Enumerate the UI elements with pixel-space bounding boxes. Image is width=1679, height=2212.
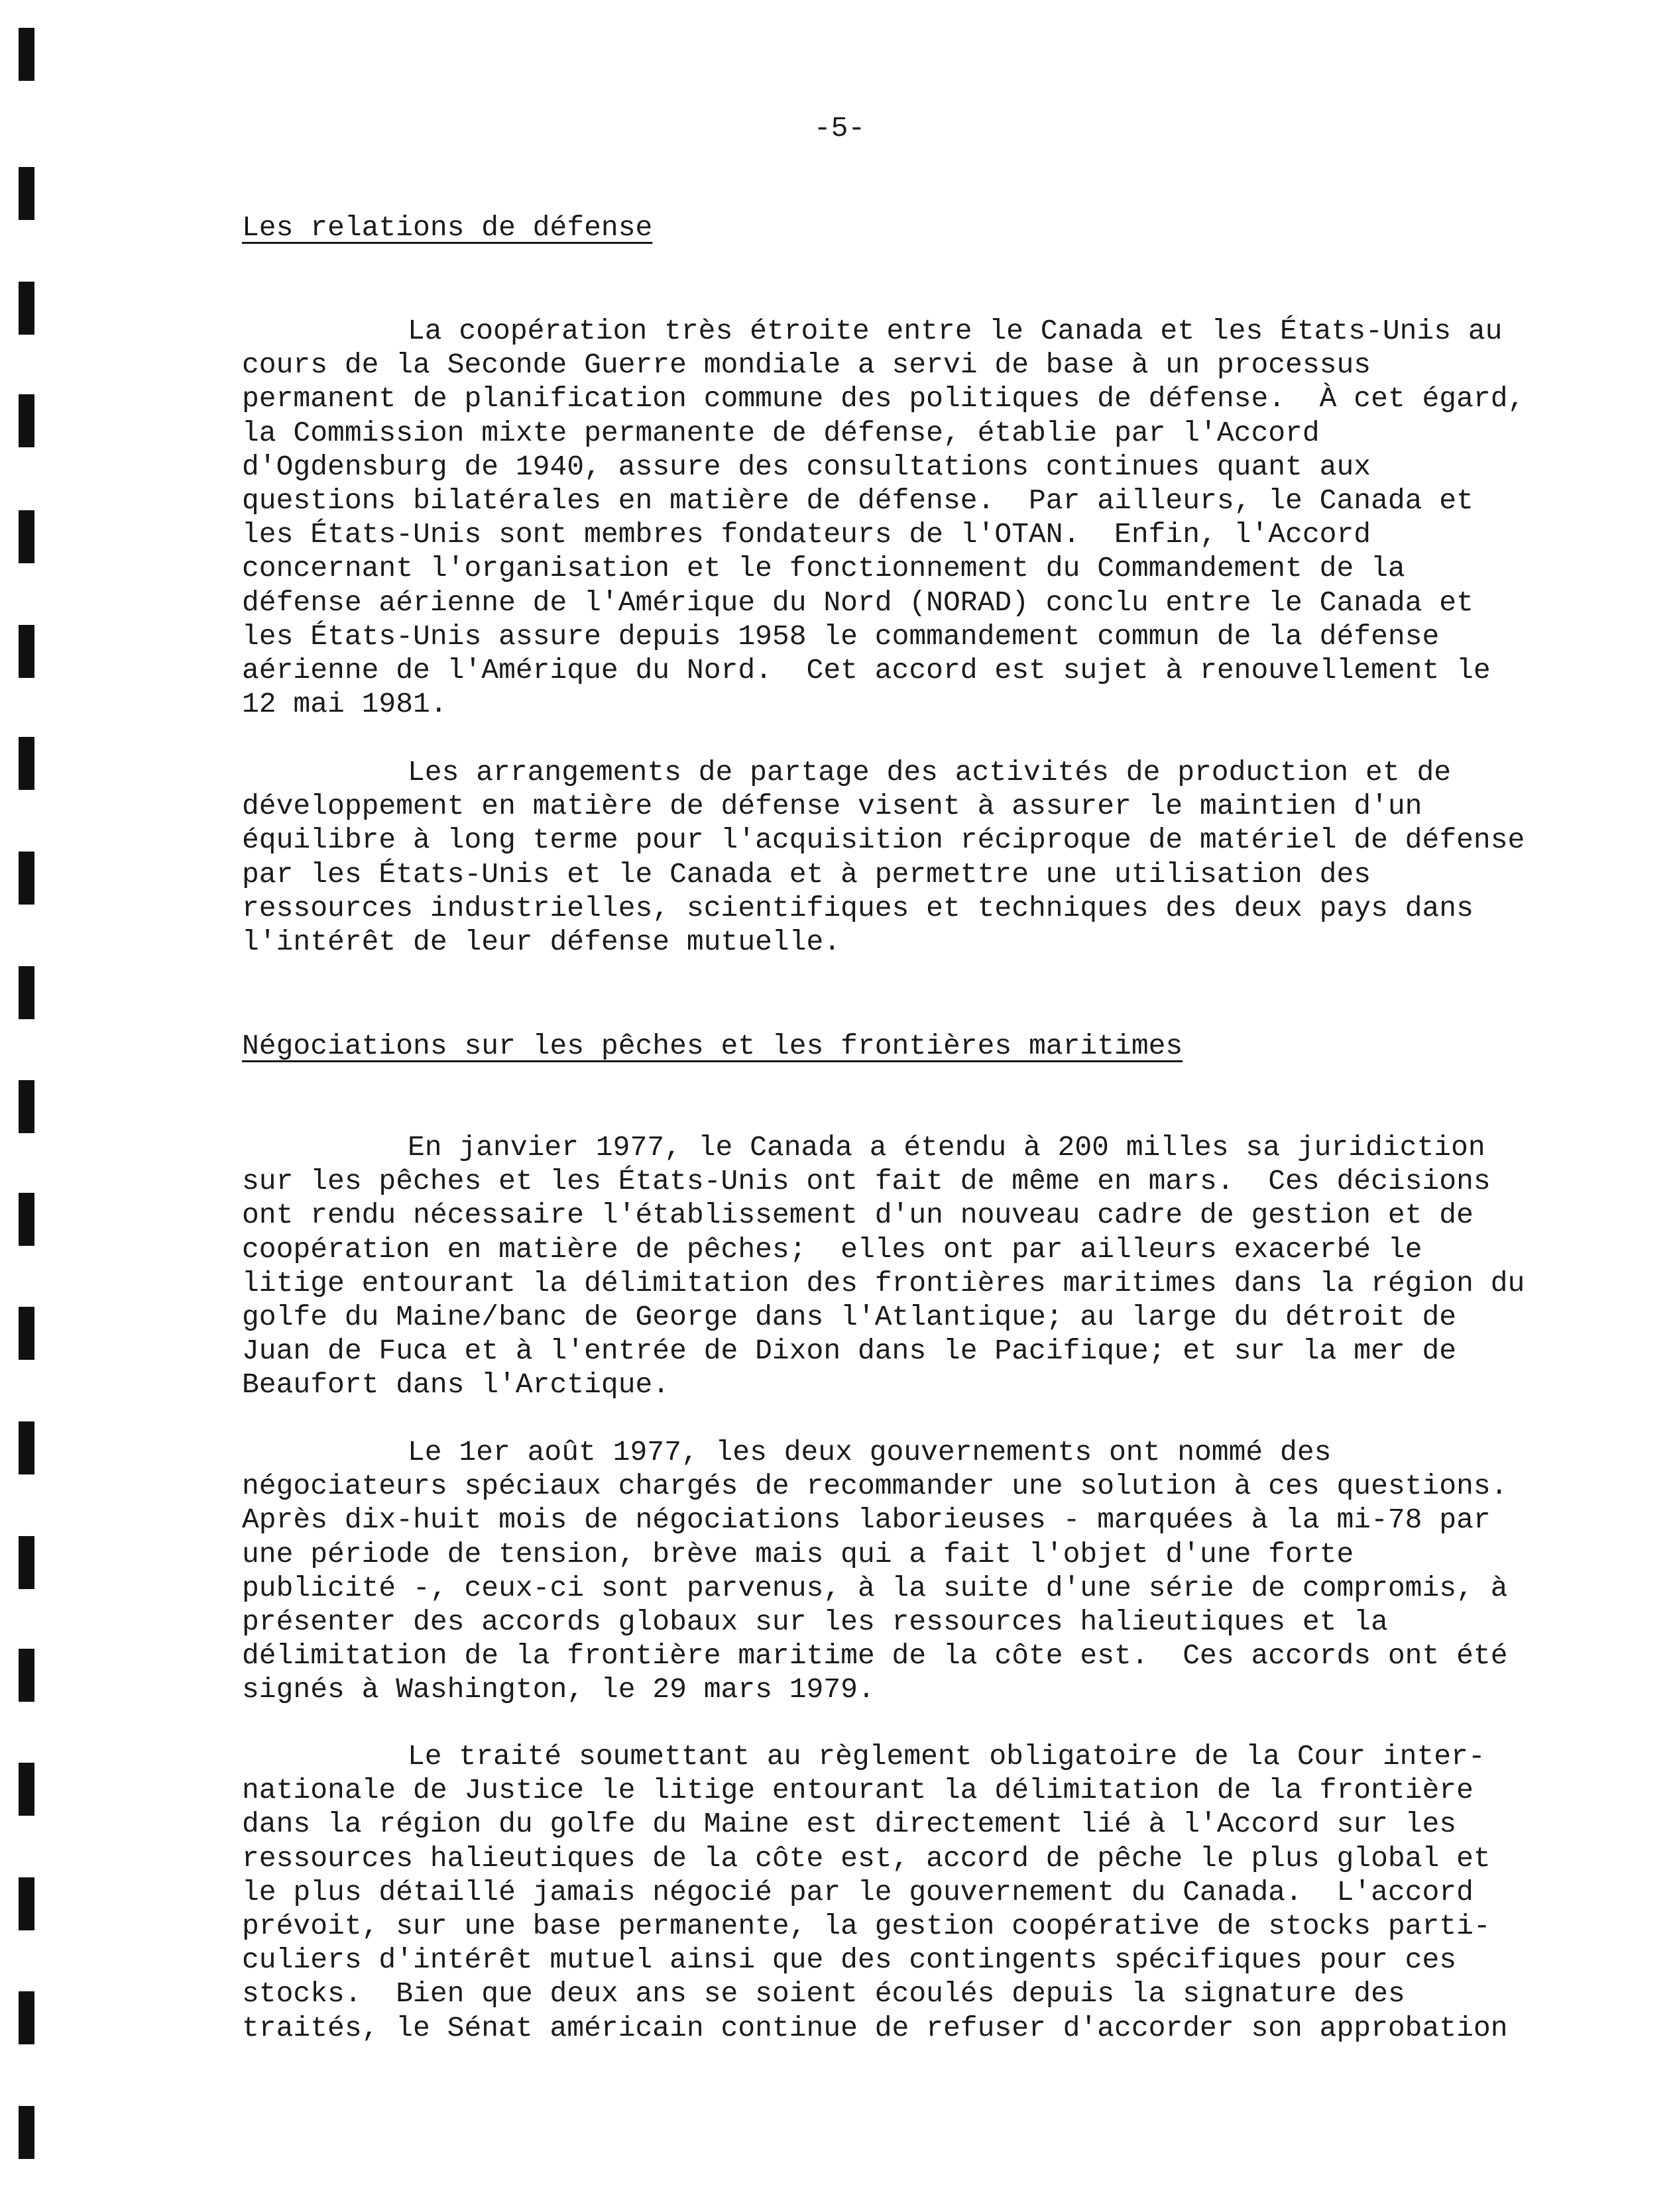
text-line: questions bilatérales en matière de défense. Par ailleurs, le Canada et bbox=[242, 484, 1474, 518]
text-line: une période de tension, brève mais qui a fait l'objet d'une forte bbox=[242, 1537, 1354, 1571]
binder-mark bbox=[19, 625, 34, 678]
paragraph bbox=[242, 314, 1525, 721]
section-heading: Les relations de défense bbox=[242, 211, 653, 244]
text-line: coopération en matière de pêches; elles ont par ailleurs exacerbé le bbox=[242, 1233, 1422, 1266]
paragraph bbox=[242, 1435, 1508, 1707]
text-line: la Commission mixte permanente de défense, établie par l'Accord bbox=[242, 416, 1320, 449]
binder-mark bbox=[19, 1193, 34, 1246]
text-line: litige entourant la délimitation des frontières maritimes dans la région du bbox=[242, 1266, 1525, 1300]
text-line: le plus détaillé jamais négocié par le gouvernement du Canada. L'accord bbox=[242, 1875, 1474, 1908]
text-line: défense aérienne de l'Amérique du Nord (NORAD) conclu entre le Canada et bbox=[242, 586, 1474, 619]
text-line: ressources halieutiques de la côte est, accord de pêche le plus global et bbox=[242, 1842, 1491, 1875]
text-line: dans la région du golfe du Maine est directement lié à l'Accord sur les bbox=[242, 1808, 1457, 1841]
text-line: les États-Unis assure depuis 1958 le commandement commun de la défense bbox=[242, 620, 1440, 653]
binder-mark bbox=[19, 1991, 34, 2044]
binder-mark bbox=[19, 1421, 34, 1474]
text-line: nationale de Justice le litige entourant la délimitation de la frontière bbox=[242, 1774, 1474, 1807]
text-line: développement en matière de défense visent à assurer le maintien d'un bbox=[242, 790, 1422, 823]
text-line: Beaufort dans l'Arctique. bbox=[242, 1368, 670, 1402]
text-line: La coopération très étroite entre le Canada et les États-Unis au bbox=[408, 315, 1503, 347]
text-line: cours de la Seconde Guerre mondiale a servi de base à un processus bbox=[242, 349, 1371, 382]
text-line: 12 mai 1981. bbox=[242, 688, 447, 721]
binder-mark bbox=[19, 852, 34, 905]
text-line: négociateurs spéciaux chargés de recommander une solution à ces questions. bbox=[242, 1470, 1508, 1503]
binder-mark bbox=[19, 1649, 34, 1702]
text-line: les États-Unis sont membres fondateurs de l'OTAN. Enfin, l'Accord bbox=[242, 518, 1371, 551]
text-line: ont rendu nécessaire l'établissement d'un nouveau cadre de gestion et de bbox=[242, 1199, 1474, 1232]
paragraph bbox=[242, 1740, 1508, 2045]
text-line: sur les pêches et les États-Unis ont fait de même en mars. Ces décisions bbox=[242, 1165, 1491, 1198]
binder-mark bbox=[19, 282, 34, 335]
text-line: équilibre à long terme pour l'acquisition réciproque de matériel de défense bbox=[242, 824, 1525, 857]
text-line: publicité -, ceux-ci sont parvenus, à la suite d'une série de compromis, à bbox=[242, 1571, 1508, 1604]
text-line: En janvier 1977, le Canada a étendu à 200 milles sa juridiction bbox=[408, 1131, 1485, 1164]
text-line: signés à Washington, le 29 mars 1979. bbox=[242, 1673, 875, 1706]
binder-mark bbox=[19, 1080, 34, 1133]
text-line: aérienne de l'Amérique du Nord. Cet accord est sujet à renouvellement le bbox=[242, 654, 1491, 687]
section-heading: Négociations sur les pêches et les frontières maritimes bbox=[242, 1030, 1183, 1062]
binder-mark bbox=[19, 510, 34, 563]
binder-mark bbox=[19, 1877, 34, 1930]
text-line: Les arrangements de partage des activités de production et de bbox=[408, 756, 1452, 789]
binder-mark bbox=[19, 394, 34, 447]
text-line: l'intérêt de leur défense mutuelle. bbox=[242, 926, 841, 959]
page-number: -5- bbox=[813, 112, 866, 144]
text-line: culiers d'intérêt mutuel ainsi que des contingents spécifiques pour ces bbox=[242, 1944, 1457, 1977]
binder-mark bbox=[19, 2106, 34, 2159]
text-line: d'Ogdensburg de 1940, assure des consultations continues quant aux bbox=[242, 450, 1371, 483]
text-line: golfe du Maine/banc de George dans l'Atlantique; au large du détroit de bbox=[242, 1301, 1457, 1334]
text-line: Le traité soumettant au règlement obligatoire de la Cour inter- bbox=[408, 1740, 1485, 1773]
paragraph bbox=[242, 755, 1525, 959]
text-line: traités, le Sénat américain continue de refuser d'accorder son approbation bbox=[242, 2011, 1508, 2044]
text-line: délimitation de la frontière maritime de la côte est. Ces accords ont été bbox=[242, 1639, 1508, 1673]
text-line: Juan de Fuca et à l'entrée de Dixon dans le Pacifique; et sur la mer de bbox=[242, 1335, 1457, 1368]
text-line: prévoit, sur une base permanente, la gestion coopérative de stocks parti- bbox=[242, 1910, 1491, 1943]
text-line: ressources industrielles, scientifiques et techniques des deux pays dans bbox=[242, 891, 1474, 924]
paragraph bbox=[242, 1131, 1525, 1402]
binder-mark bbox=[19, 966, 34, 1019]
binder-mark bbox=[19, 167, 34, 220]
text-line: concernant l'organisation et le fonctionnement du Commandement de la bbox=[242, 552, 1405, 585]
text-line: permanent de planification commune des politiques de défense. À cet égard, bbox=[242, 382, 1525, 415]
text-line: Le 1er août 1977, les deux gouvernements ont nommé des bbox=[408, 1436, 1332, 1468]
text-line: stocks. Bien que deux ans se soient écoulés depuis la signature des bbox=[242, 1977, 1405, 2011]
text-line: Après dix-huit mois de négociations laborieuses - marquées à la mi-78 par bbox=[242, 1504, 1491, 1537]
binder-mark bbox=[19, 737, 34, 790]
binder-mark bbox=[19, 1536, 34, 1589]
binder-mark bbox=[19, 1763, 34, 1816]
text-line: présenter des accords globaux sur les ressources halieutiques et la bbox=[242, 1606, 1388, 1639]
text-line: par les États-Unis et le Canada et à permettre une utilisation des bbox=[242, 857, 1371, 891]
binder-mark bbox=[19, 28, 34, 81]
binder-mark bbox=[19, 1307, 34, 1360]
